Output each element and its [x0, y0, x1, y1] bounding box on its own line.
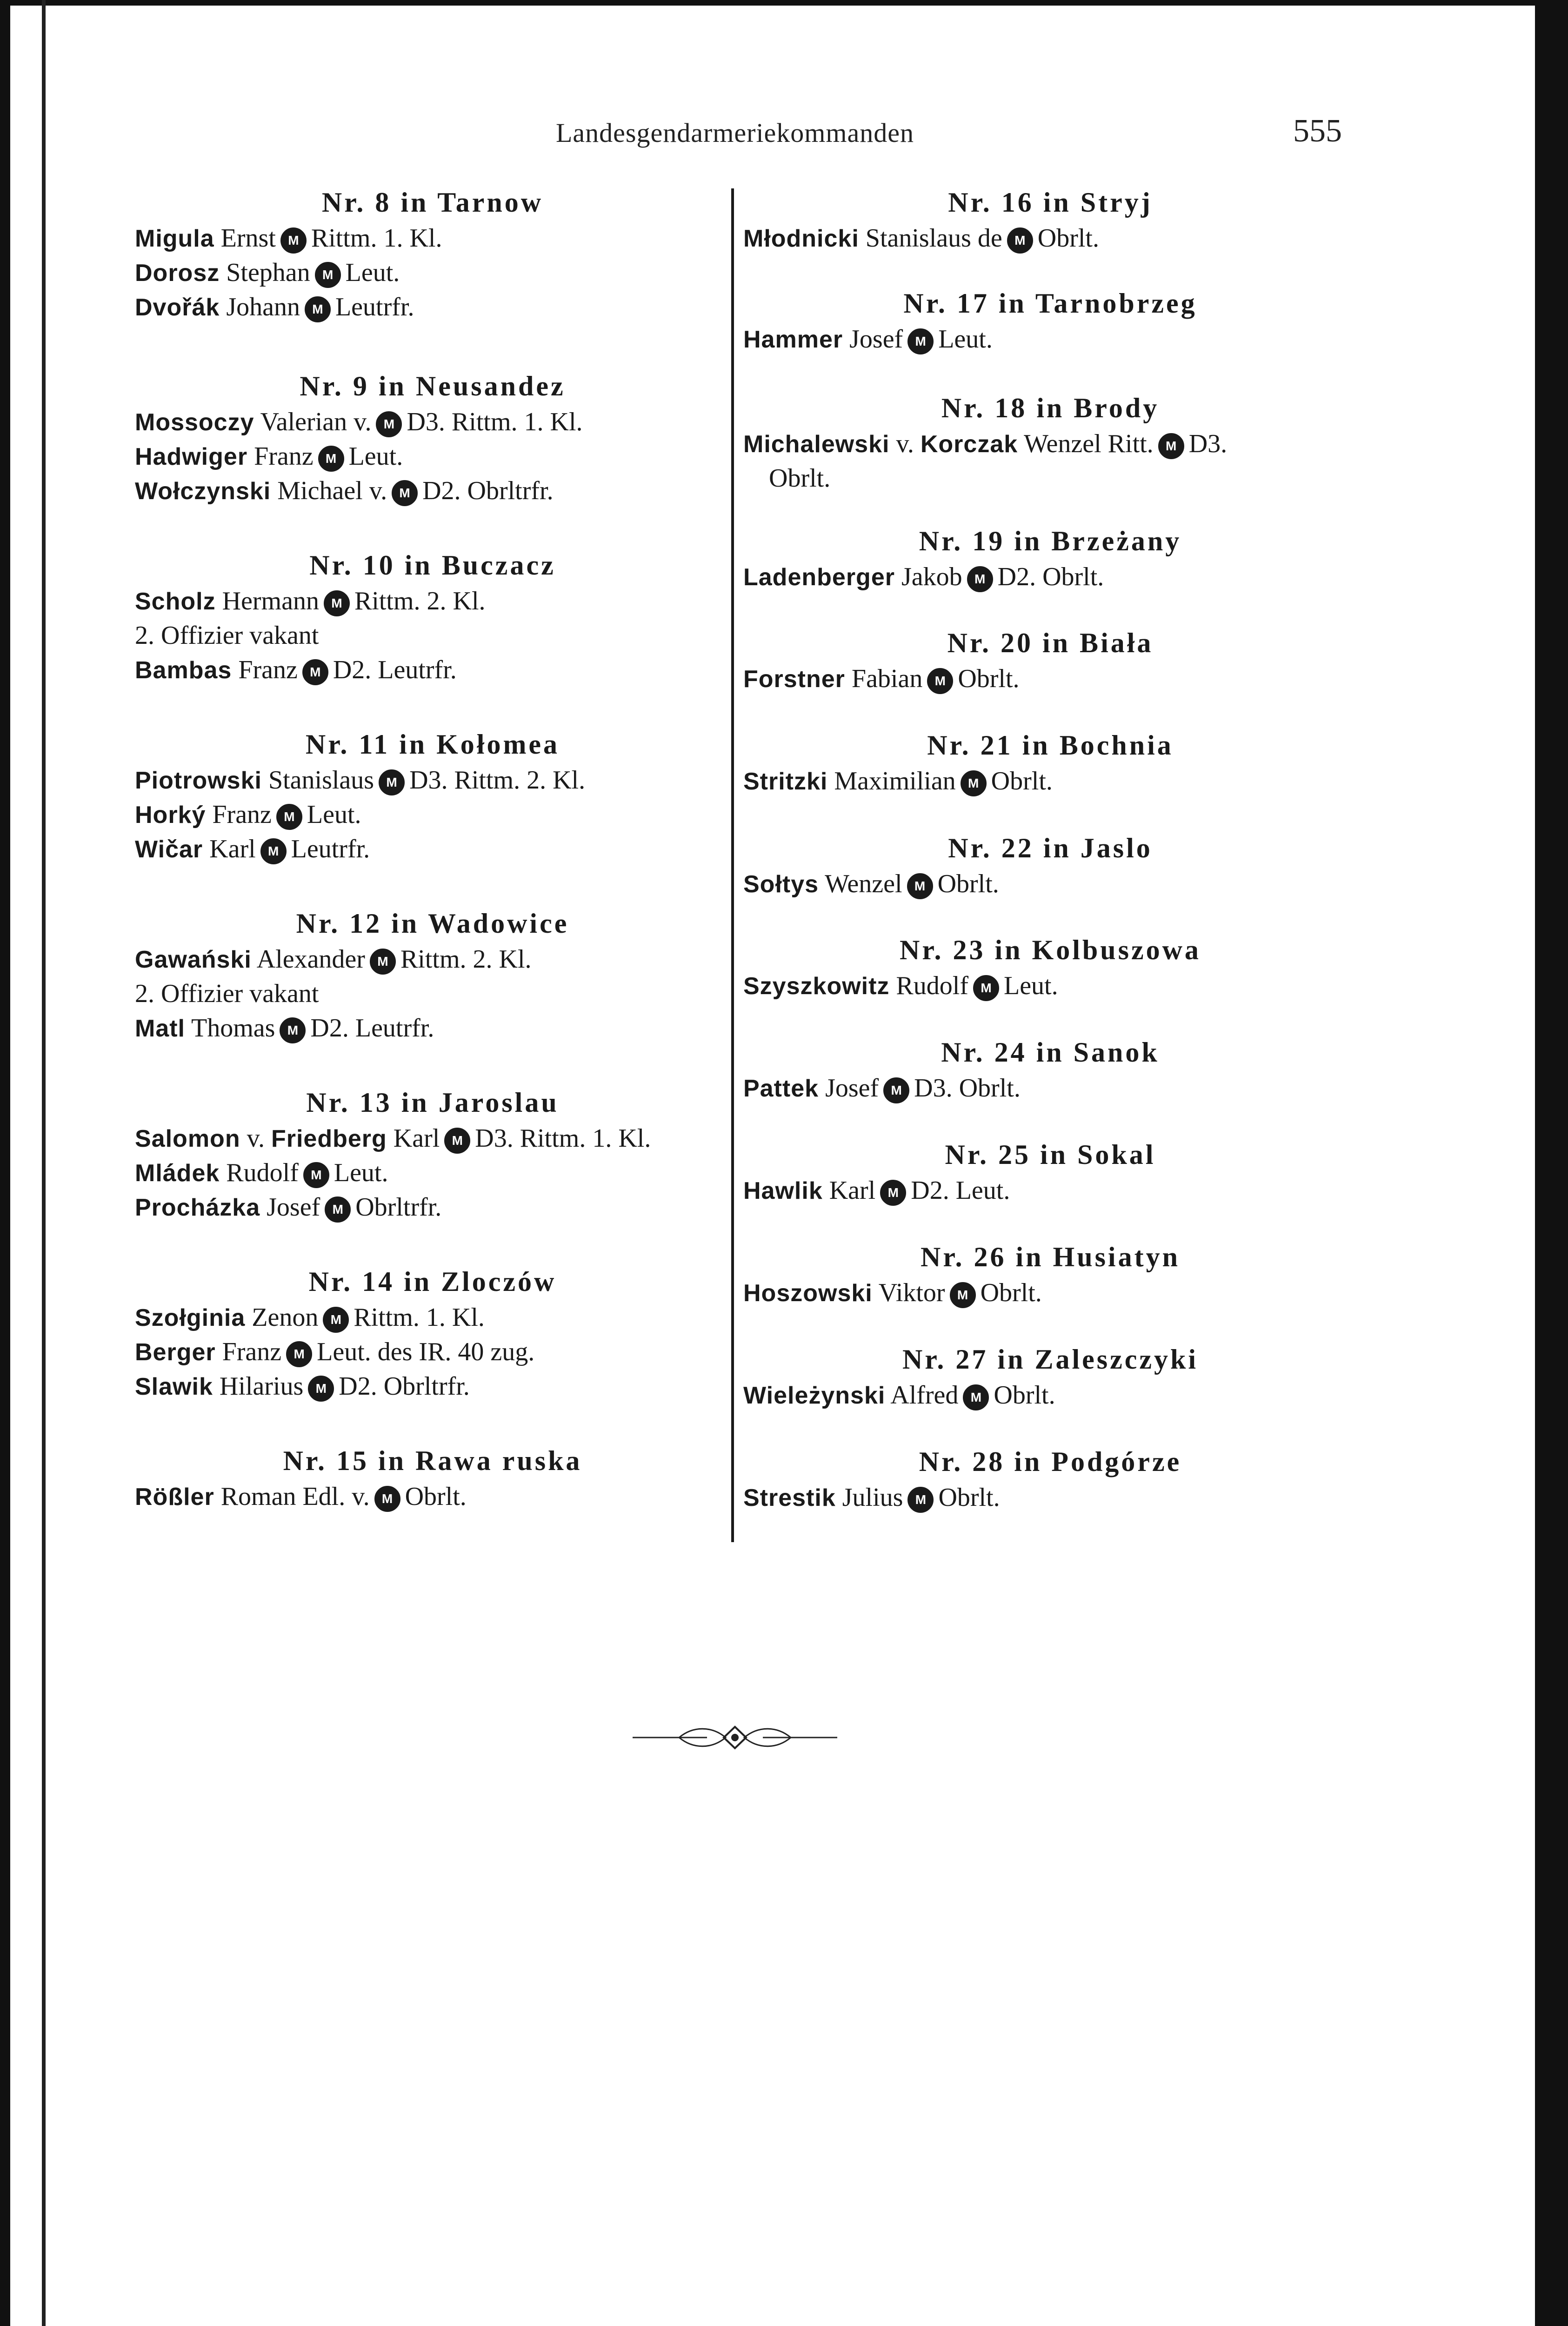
- officer-given-name: Franz: [238, 655, 298, 684]
- medal-m-icon: [280, 1017, 306, 1043]
- officer-rank: Rittm. 2. Kl.: [400, 945, 532, 974]
- section-title: Nr. 10 in Buczacz: [309, 550, 556, 581]
- medal-m-icon: [303, 1162, 329, 1188]
- commando-section: [135, 1084, 730, 1224]
- section-title: Nr. 18 in Brody: [941, 393, 1160, 423]
- officer-given-name: Franz: [254, 442, 314, 471]
- officer-given-name: Maximilian: [834, 767, 956, 795]
- medal-m-icon: [961, 770, 987, 796]
- officer-entry: [743, 322, 1357, 356]
- officer-surname: Horký: [135, 802, 206, 829]
- officer-entry: [135, 1335, 730, 1369]
- officer-entry: [743, 461, 1357, 495]
- ornament-flourish-icon: [633, 1721, 837, 1754]
- officer-rank: Obrlt.: [994, 1381, 1055, 1410]
- medal-m-icon: [325, 1196, 351, 1223]
- officer-surname: Szyszkowitz: [743, 973, 890, 1000]
- officer-entry: [135, 653, 730, 687]
- officer-entry: [135, 255, 730, 290]
- officer-given-name: Rudolf: [226, 1158, 299, 1187]
- section-title: Nr. 24 in Sanok: [941, 1037, 1160, 1068]
- commando-section: [743, 184, 1357, 255]
- binding-rule: [42, 0, 46, 2326]
- officer-given-name: 2. Offizier vakant: [135, 979, 319, 1008]
- officer-given-name: Karl: [209, 835, 256, 863]
- section-title: Nr. 15 in Rawa ruska: [283, 1445, 582, 1476]
- commando-section: [743, 1136, 1357, 1208]
- medal-m-icon: [907, 873, 933, 899]
- officer-rank: Obrlt.: [1037, 224, 1099, 253]
- officer-entry: [743, 1276, 1357, 1310]
- medal-m-icon: [323, 1307, 349, 1333]
- officer-surname: Matl: [135, 1015, 185, 1042]
- commando-section: [135, 1263, 730, 1404]
- officer-rank: Obrlt.: [937, 869, 999, 898]
- section-title: Nr. 8 in Tarnow: [321, 187, 544, 218]
- officer-surname: Mládek: [135, 1160, 220, 1187]
- officer-surname: Procházka: [135, 1194, 260, 1221]
- commando-section: [743, 285, 1357, 356]
- officer-surname: Wołczynski: [135, 478, 271, 505]
- medal-m-icon: [315, 262, 341, 288]
- officer-given-name: Josef: [267, 1193, 320, 1222]
- officer-entry: [135, 405, 730, 439]
- officer-entry: [743, 969, 1357, 1003]
- officer-surname: Michalewski: [743, 431, 890, 458]
- medal-m-icon: [276, 804, 302, 830]
- officer-surname: Hadwiger: [135, 443, 248, 470]
- officer-entry: [135, 1479, 730, 1514]
- section-title: Nr. 20 in Biała: [947, 628, 1154, 658]
- commando-section: [743, 522, 1357, 594]
- medal-m-icon: [1158, 433, 1184, 459]
- officer-entry: [135, 1121, 730, 1156]
- officer-given-name: v.: [247, 1124, 265, 1153]
- officer-rank: D3. Obrlt.: [914, 1074, 1021, 1103]
- officer-rank: Obrltrfr.: [355, 1193, 442, 1222]
- page-edge-left: [0, 0, 10, 2326]
- officer-given-name: Fabian: [851, 664, 923, 693]
- officer-surname: Szołginia: [135, 1304, 246, 1331]
- officer-surname: Scholz: [135, 588, 216, 615]
- commando-section: [135, 368, 730, 508]
- section-title: Nr. 28 in Podgórze: [919, 1446, 1182, 1477]
- officer-entry: [743, 427, 1357, 461]
- officer-given-name: Jakob: [901, 562, 962, 591]
- officer-surname: Hammer: [743, 326, 843, 353]
- officer-entry: [135, 942, 730, 976]
- section-title: Nr. 9 in Neusandez: [300, 371, 566, 401]
- section-title: Nr. 16 in Stryj: [948, 187, 1153, 218]
- section-title: Nr. 21 in Bochnia: [927, 730, 1174, 761]
- medal-m-icon: [324, 590, 350, 616]
- medal-m-icon: [967, 566, 993, 592]
- officer-entry: [135, 797, 730, 832]
- medal-m-icon: [927, 668, 953, 694]
- officer-surname: Hawlik: [743, 1177, 823, 1204]
- medal-m-icon: [305, 296, 331, 322]
- officer-rank: D2. Leutrfr.: [310, 1014, 434, 1043]
- commando-section: [743, 931, 1357, 1003]
- officer-rank: Rittm. 2. Kl.: [354, 587, 486, 615]
- section-title: Nr. 19 in Brzeżany: [919, 526, 1182, 556]
- officer-surname: Wieleżynski: [743, 1382, 886, 1409]
- page-edge-right: [1535, 0, 1568, 2326]
- officer-entry: [135, 1300, 730, 1335]
- officer-surname: Migula: [135, 225, 214, 252]
- officer-entry: [135, 1156, 730, 1190]
- officer-surname: Dvořák: [135, 294, 220, 321]
- officer-given-name: Viktor: [878, 1278, 945, 1307]
- commando-section: [743, 1034, 1357, 1105]
- medal-m-icon: [1007, 227, 1033, 254]
- commando-section: [743, 389, 1357, 495]
- officer-entry: [743, 662, 1357, 696]
- officer-surname: Hoszowski: [743, 1280, 873, 1307]
- officer-entry: [743, 764, 1357, 798]
- medal-m-icon: [392, 480, 418, 506]
- officer-given-name: Johann: [226, 293, 300, 321]
- officer-entry: [135, 221, 730, 255]
- officer-entry: [135, 1369, 730, 1404]
- medal-m-icon: [907, 328, 934, 354]
- medal-m-icon: [880, 1180, 906, 1206]
- officer-rank: Leut.: [307, 800, 361, 829]
- officer-rank: Leutrfr.: [291, 835, 370, 863]
- officer-given-name: Rudolf: [896, 971, 968, 1000]
- section-title: Nr. 11 in Kołomea: [305, 729, 560, 760]
- officer-rank: Obrlt.: [980, 1278, 1042, 1307]
- section-title: Nr. 17 in Tarnobrzeg: [903, 288, 1197, 319]
- medal-m-icon: [963, 1384, 989, 1410]
- officer-given-name: Stanislaus: [268, 766, 374, 795]
- commando-section: [743, 624, 1357, 696]
- officer-name-part: Wenzel Ritt.: [1024, 429, 1154, 458]
- column-divider: [731, 188, 734, 1542]
- officer-given-name: Alexander: [256, 945, 365, 974]
- medal-m-icon: [260, 838, 287, 864]
- officer-given-name: Thomas: [191, 1014, 275, 1043]
- officer-surname: Slawik: [135, 1373, 213, 1400]
- section-title: Nr. 13 in Jaroslau: [306, 1087, 559, 1118]
- section-title: Nr. 26 in Husiatyn: [921, 1242, 1180, 1272]
- officer-surname: Dorosz: [135, 260, 220, 287]
- officer-given-name: Obrlt.: [769, 464, 831, 493]
- section-title: Nr. 14 in Zloczów: [308, 1266, 557, 1297]
- officer-entry: [135, 290, 730, 324]
- commando-section: [135, 184, 730, 324]
- officer-surname: Mossoczy: [135, 409, 254, 436]
- medal-m-icon: [376, 411, 402, 437]
- officer-rank: Obrlt.: [958, 664, 1020, 693]
- officer-rank: Leut. des IR. 40 zug.: [317, 1337, 535, 1366]
- officer-given-name: Zenon: [252, 1303, 319, 1332]
- medal-m-icon: [318, 446, 344, 472]
- section-title: Nr. 23 in Kolbuszowa: [900, 935, 1201, 965]
- medal-m-icon: [907, 1487, 934, 1513]
- officer-entry: [743, 867, 1357, 901]
- officer-given-name: Roman Edl. v.: [220, 1482, 370, 1511]
- officer-given-name: Hilarius: [219, 1372, 304, 1401]
- officer-surname: Stritzki: [743, 768, 828, 795]
- medal-m-icon: [374, 1486, 400, 1512]
- commando-section: [135, 905, 730, 1045]
- officer-entry: [743, 221, 1357, 255]
- officer-given-name: Hermann: [222, 587, 319, 615]
- officer-entry: [135, 1190, 730, 1224]
- officer-rank: Leut.: [348, 442, 403, 471]
- officer-surname: Młodnicki: [743, 225, 859, 252]
- medal-m-icon: [286, 1341, 312, 1367]
- officer-given-name: Julius: [842, 1483, 903, 1512]
- officer-given-name: Ernst: [220, 224, 276, 253]
- officer-entry: [135, 763, 730, 797]
- officer-entry: [135, 618, 730, 653]
- commando-section: [743, 1341, 1357, 1412]
- officer-rank: Rittm. 1. Kl.: [311, 224, 442, 253]
- medal-m-icon: [308, 1376, 334, 1402]
- officer-surname-part: Friedberg: [271, 1125, 387, 1152]
- section-title: Nr. 27 in Zaleszczyki: [902, 1344, 1199, 1375]
- medal-m-icon: [444, 1128, 470, 1154]
- medal-m-icon: [973, 975, 999, 1001]
- officer-rank: Leut.: [334, 1158, 388, 1187]
- officer-rank: D2. Obrltrfr.: [422, 476, 554, 505]
- officer-rank: Rittm. 1. Kl.: [354, 1303, 485, 1332]
- officer-given-name: Stephan: [226, 258, 310, 287]
- commando-section: [743, 1443, 1357, 1515]
- officer-given-name: Josef: [825, 1074, 879, 1103]
- commando-section: [743, 1238, 1357, 1310]
- officer-given-name: Karl: [829, 1176, 876, 1205]
- officer-given-name: Josef: [849, 325, 903, 354]
- officer-rank: Obrlt.: [405, 1482, 467, 1511]
- officer-surname: Piotrowski: [135, 767, 262, 794]
- officer-given-name: Michael v.: [277, 476, 387, 505]
- officer-rank: D3. Rittm. 1. Kl.: [475, 1124, 651, 1153]
- commando-section: [743, 829, 1357, 901]
- officer-surname: Rößler: [135, 1484, 214, 1511]
- officer-rank: D2. Leut.: [911, 1176, 1010, 1205]
- officer-name-part: Karl: [393, 1124, 440, 1153]
- officer-rank: Leut.: [1003, 971, 1058, 1000]
- section-title: Nr. 22 in Jaslo: [948, 833, 1153, 863]
- commando-section: [743, 727, 1357, 798]
- officer-surname-part: Korczak: [920, 431, 1018, 458]
- officer-rank: Leut.: [345, 258, 400, 287]
- medal-m-icon: [379, 769, 405, 795]
- officer-rank: Obrlt.: [938, 1483, 1000, 1512]
- officer-entry: [135, 832, 730, 866]
- officer-given-name: Wenzel: [825, 869, 902, 898]
- officer-rank: Obrlt.: [991, 767, 1053, 795]
- commando-section: [135, 726, 730, 866]
- officer-surname: Wičar: [135, 836, 203, 863]
- page-number: 555: [1293, 113, 1342, 149]
- officer-entry: [743, 1480, 1357, 1515]
- officer-entry: [743, 1071, 1357, 1105]
- officer-given-name: Franz: [222, 1337, 282, 1366]
- officer-given-name: Stanislaus de: [865, 224, 1002, 253]
- officer-entry: [135, 976, 730, 1011]
- officer-rank: D2. Obrltrfr.: [339, 1372, 470, 1401]
- medal-m-icon: [302, 659, 328, 685]
- officer-surname: Salomon: [135, 1125, 240, 1152]
- officer-entry: [135, 1011, 730, 1045]
- officer-rank: D3. Rittm. 2. Kl.: [409, 766, 586, 795]
- page-edge-top: [0, 0, 1568, 6]
- officer-given-name: 2. Offizier vakant: [135, 621, 319, 650]
- officer-rank: Leut.: [938, 325, 993, 354]
- officer-entry: [743, 1173, 1357, 1208]
- officer-surname: Ladenberger: [743, 564, 895, 591]
- officer-entry: [135, 474, 730, 508]
- section-title: Nr. 25 in Sokal: [945, 1139, 1156, 1170]
- medal-m-icon: [280, 227, 307, 254]
- officer-surname: Pattek: [743, 1075, 819, 1102]
- officer-surname: Forstner: [743, 666, 845, 693]
- officer-surname: Gawański: [135, 946, 252, 973]
- officer-surname: Berger: [135, 1339, 216, 1366]
- officer-surname: Sołtys: [743, 871, 819, 898]
- officer-rank: Leutrfr.: [335, 293, 414, 321]
- officer-surname: Bambas: [135, 657, 232, 684]
- officer-entry: [743, 560, 1357, 594]
- officer-entry: [135, 584, 730, 618]
- medal-m-icon: [370, 949, 396, 975]
- officer-rank: D3.: [1188, 429, 1228, 458]
- officer-rank: D2. Leutrfr.: [333, 655, 457, 684]
- commando-section: [135, 547, 730, 687]
- running-title: Landesgendarmeriekommanden: [555, 118, 914, 148]
- officer-entry: [743, 1378, 1357, 1412]
- commando-section: [135, 1442, 730, 1514]
- officer-given-name: Alfred: [890, 1381, 959, 1410]
- officer-given-name: Valerian v.: [260, 408, 372, 436]
- medal-m-icon: [883, 1077, 909, 1103]
- officer-entry: [135, 439, 730, 474]
- medal-m-icon: [950, 1282, 976, 1308]
- section-title: Nr. 12 in Wadowice: [296, 908, 569, 939]
- officer-rank: D2. Obrlt.: [997, 562, 1104, 591]
- officer-surname: Strestik: [743, 1484, 836, 1511]
- officer-rank: D3. Rittm. 1. Kl.: [407, 408, 583, 436]
- officer-given-name: v.: [896, 429, 914, 458]
- officer-given-name: Franz: [212, 800, 272, 829]
